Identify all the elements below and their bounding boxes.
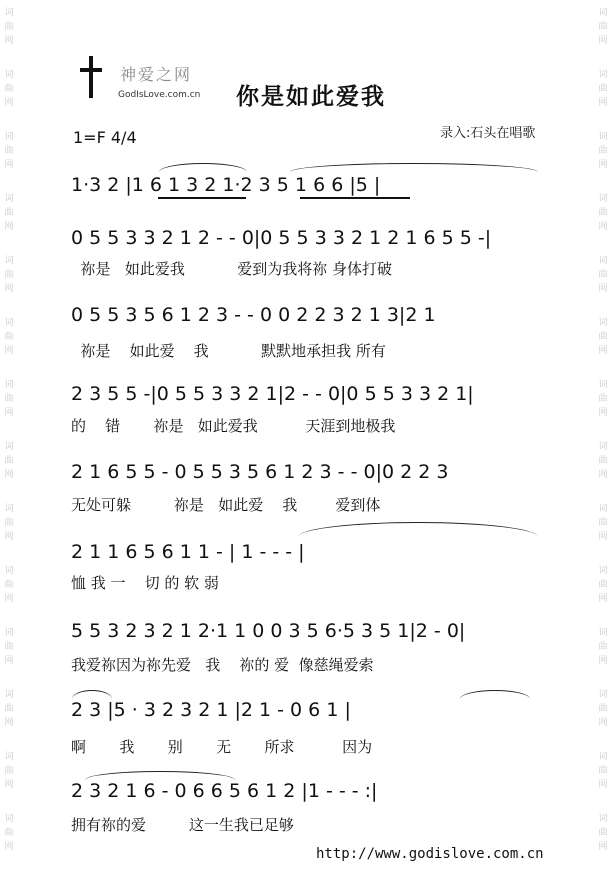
watermark-text: 词曲网 [4, 752, 14, 790]
lyric-line: 祢是 如此爱我 爱到为我将祢 身体打破 [71, 260, 393, 278]
beam-mark [300, 197, 410, 199]
watermark-text: 词曲网 [4, 194, 14, 232]
lyric-line: 恤 我 一 切 的 软 弱 [71, 574, 219, 592]
notation-line: 2 1 1 6 5 6 1 1 - | 1 - - - | [71, 541, 305, 563]
score-system-1 [71, 172, 551, 198]
watermark-text: 词曲网 [4, 132, 14, 170]
lyric-line: 我爱祢因为祢先爱 我 祢的 爱 像慈绳爱索 [71, 656, 374, 674]
score-system-2 [71, 225, 551, 251]
lyric-line: 无处可躲 祢是 如此爱 我 爱到体 [71, 496, 381, 514]
slur-mark [460, 690, 530, 699]
key-signature: 1=F 4/4 [73, 128, 137, 147]
notation-line: 2 1 6 5 5 - 0 5 5 3 5 6 1 2 3 - - 0|0 2 2 3 [71, 461, 449, 483]
watermark-text: 词曲网 [4, 442, 14, 480]
notation-line: 0 5 5 3 3 2 1 2 - - 0|0 5 5 3 3 2 1 2 1 6 5 5 -| [71, 227, 492, 249]
notation-line: 2 3 5 5 -|0 5 5 3 3 2 1|2 - - 0|0 5 5 3 3 2 1| [71, 383, 474, 405]
watermark-text: 词曲网 [4, 628, 14, 666]
beam-mark [158, 197, 246, 199]
watermark-text: 词曲网 [598, 690, 608, 728]
notation-line: 1·3 2 |1 6 1 3 2 1·2 3 5 1 6 6 |5 | [71, 174, 381, 196]
watermark-text: 词曲网 [598, 628, 608, 666]
score-system-8 [71, 697, 551, 723]
notation-line: 2 3 |5 · 3 2 3 2 1 |2 1 - 0 6 1 | [71, 699, 351, 721]
watermark-right [596, 6, 610, 886]
notation-line: 5 5 3 2 3 2 1 2·1 1 0 0 3 5 6·5 3 5 1|2 - 0| [71, 620, 466, 642]
cross-logo-icon [80, 56, 102, 98]
score-system-3 [71, 302, 551, 328]
watermark-text: 词曲网 [598, 752, 608, 790]
notation-line: 2 3 2 1 6 - 0 6 6 5 6 1 2 |1 - - - :| [71, 780, 378, 802]
watermark-text: 词曲网 [598, 70, 608, 108]
website-url: http://www.godislove.com.cn [316, 846, 544, 862]
lyric-line: 拥有祢的爱 这一生我已足够 [71, 816, 294, 834]
score-system-7 [71, 618, 551, 644]
transcriber-credit: 录入:石头在唱歌 [440, 126, 536, 141]
watermark-left [2, 6, 16, 886]
song-title: 你是如此爱我 [236, 84, 386, 110]
watermark-text: 词曲网 [598, 8, 608, 46]
logo-text: 神爱之网 [120, 65, 193, 84]
score-system-4 [71, 381, 551, 407]
watermark-text: 词曲网 [4, 70, 14, 108]
watermark-text: 词曲网 [598, 256, 608, 294]
watermark-text: 词曲网 [598, 380, 608, 418]
lyric-line: 啊 我 别 无 所求 因为 [71, 738, 373, 756]
watermark-text: 词曲网 [598, 442, 608, 480]
slur-mark [159, 163, 247, 172]
watermark-text: 词曲网 [4, 380, 14, 418]
watermark-text: 词曲网 [4, 504, 14, 542]
watermark-text: 词曲网 [598, 504, 608, 542]
watermark-text: 词曲网 [598, 132, 608, 170]
notation-line: 0 5 5 3 5 6 1 2 3 - - 0 0 2 2 3 2 1 3|2 1 [71, 304, 436, 326]
watermark-text: 词曲网 [4, 814, 14, 852]
slur-mark [72, 690, 112, 699]
score-system-6 [71, 539, 551, 565]
score-system-9 [71, 778, 551, 804]
watermark-text: 词曲网 [598, 566, 608, 604]
watermark-text: 词曲网 [598, 814, 608, 852]
score-system-5 [71, 459, 551, 485]
watermark-text: 词曲网 [598, 318, 608, 356]
watermark-text: 词曲网 [598, 194, 608, 232]
watermark-text: 词曲网 [4, 690, 14, 728]
watermark-text: 词曲网 [4, 566, 14, 604]
slur-mark [298, 522, 538, 537]
slur-mark [290, 163, 538, 172]
watermark-text: 词曲网 [4, 318, 14, 356]
watermark-text: 词曲网 [4, 8, 14, 46]
watermark-text: 词曲网 [4, 256, 14, 294]
logo-url: GodIsLove.com.cn [118, 90, 201, 100]
lyric-line: 的 错 祢是 如此爱我 天涯到地极我 [71, 417, 396, 435]
lyric-line: 祢是 如此爱 我 默默地承担我 所有 [71, 342, 386, 360]
slur-mark [85, 771, 235, 780]
